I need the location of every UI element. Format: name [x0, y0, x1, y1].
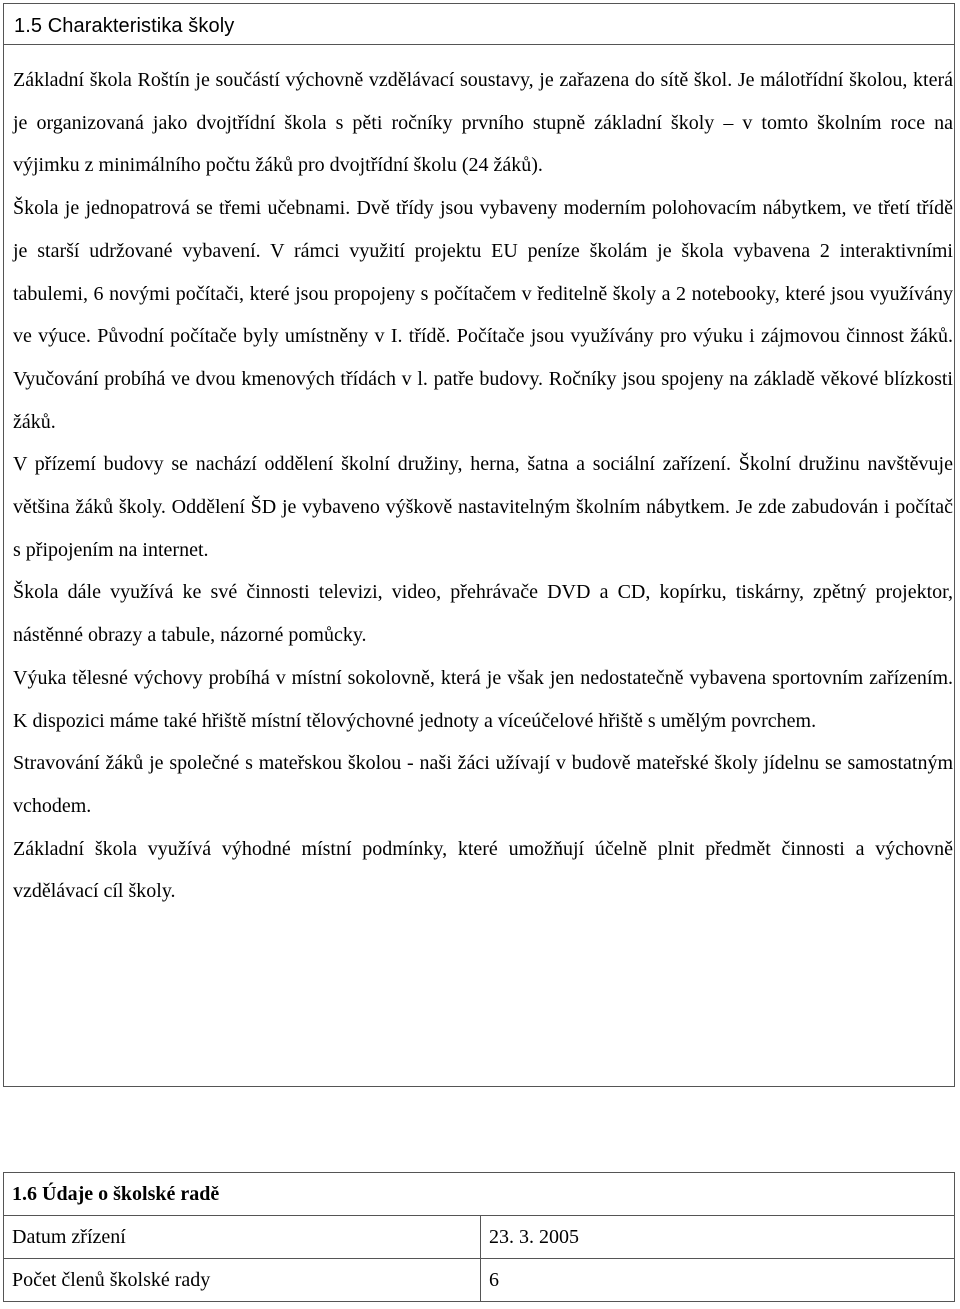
row-label: Počet členů školské rady — [4, 1259, 481, 1302]
row-value: 23. 3. 2005 — [481, 1216, 955, 1259]
section-body — [13, 59, 953, 913]
paragraph: V přízemí budovy se nachází oddělení školní družiny, herna, šatna a sociální zařízení. Školní družinu navštěvuje většina žáků školy. Oddělení ŠD je vybaveno výškově nastavitelným školním nábytkem. Je zde zabudován i počítač s připojením na internet. — [13, 453, 953, 561]
paragraph: Škola je jednopatrová se třemi učebnami. Dvě třídy jsou vybaveny moderním polohovacím nábytkem, ve třetí třídě je starší udržované vybavení. V rámci využití projektu EU peníze školám je škola vybavena 2 interaktivními tabulemi, 6 novými počítači, které jsou propojeny s počítačem v ředitelně školy a 2 notebooky, které jsou využívány ve výuce. Původní počítače byly umístněny v I. třídě. Počítače jsou využívány pro výuku i zájmovou činnost žáků. Vyučování probíhá ve dvou kmenových třídách v l. patře budovy. Ročníky jsou spojeny na základě věkové blízkosti žáků. — [13, 197, 953, 433]
table-title: 1.6 Údaje o školské radě — [4, 1173, 955, 1216]
school-council-table — [3, 1172, 955, 1302]
table-row — [4, 1259, 955, 1302]
table-row — [4, 1216, 955, 1259]
paragraph: Škola dále využívá ke své činnosti televizi, video, přehrávače DVD a CD, kopírku, tiskárny, zpětný projektor, nástěnné obrazy a tabule, názorné pomůcky. — [13, 581, 953, 647]
section-title: 1.5 Charakteristika školy — [14, 15, 235, 37]
paragraph: Výuka tělesné výchovy probíhá v místní sokolovně, která je však jen nedostatečně vybavena sportovním zařízením. K dispozici máme také hřiště místní tělovýchovné jednoty a víceúčelové hřiště s umělým povrchem. — [13, 666, 953, 732]
title-divider — [4, 44, 954, 45]
paragraph: Stravování žáků je společné s mateřskou školou - naši žáci užívají v budově mateřské školy jídelnu se samostatným vchodem. — [13, 752, 953, 817]
characteristics-section — [3, 3, 955, 1087]
table-header-row — [4, 1173, 955, 1216]
row-value: 6 — [481, 1259, 955, 1302]
row-label: Datum zřízení — [4, 1216, 481, 1259]
paragraph: Základní škola využívá výhodné místní podmínky, které umožňují účelně plnit předmět činnosti a výchovně vzdělávací cíl školy. — [13, 837, 953, 903]
paragraph: Základní škola Roštín je součástí výchovně vzdělávací soustavy, je zařazena do sítě škol. Je málotřídní školou, která je organizovaná jako dvojtřídní škola s pěti ročníky prvního stupně základní školy – v tomto školním roce na výjimku z minimálního počtu žáků pro dvojtřídní školu (24 žáků). — [13, 69, 953, 177]
